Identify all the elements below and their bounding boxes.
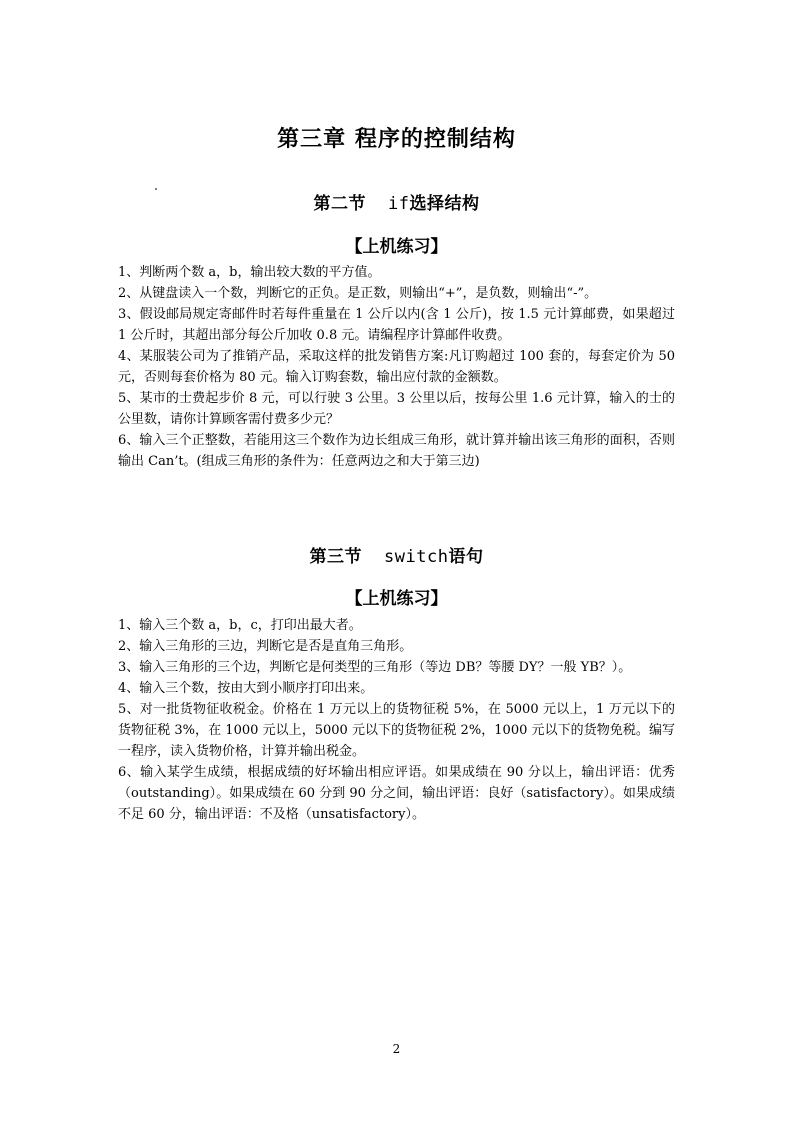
section-topic-label: 选择结构	[409, 194, 480, 214]
chapter-title: 第三章 程序的控制结构	[277, 127, 516, 152]
exercise-list-if	[118, 262, 675, 472]
exercise-item: 6、输入某学生成绩，根据成绩的好坏输出相应评语。如果成绩在 90 分以上，输出评语：优秀（outstanding）。如果成绩在 60 分到 90 分之间，输出评语：良好（satisfactory）。如果成绩不足 60 分，输出评语：不及格（unsatisfactory）。	[118, 765, 675, 822]
section-title-switch	[0, 542, 793, 567]
section-topic-keyword: switch	[384, 547, 449, 567]
exercise-item: 5、对一批货物征收税金。价格在 1 万元以上的货物征税 5%，在 5000 元以上，1 万元以下的货物征税 3%，在 1000 元以上，5000 元以下的货物征税 2%，1000 元以下的货物免税。编写一程序，读入货物价格，计算并输出税金。	[118, 702, 675, 759]
exercise-item: 2、输入三角形的三边，判断它是否是直角三角形。	[118, 639, 413, 654]
section-number: 第三节	[309, 547, 363, 567]
exercise-item: 2、从键盘读入一个数，判断它的正负。是正数，则输出“+”，是负数，则输出“-”。	[118, 286, 598, 301]
exercise-item: 3、假设邮局规定寄邮件时若每件重量在 1 公斤以内(含 1 公斤)，按 1.5 元计算邮费，如果超过 1 公斤时，其超出部分每公斤加收 0.8 元。请编程序计算邮件收费。	[118, 307, 675, 343]
exercise-item: 6、输入三个正整数，若能用这三个数作为边长组成三角形，就计算并输出该三角形的面积，否则输出 Can’t。(组成三角形的条件为：任意两边之和大于第三边)	[118, 433, 675, 469]
section-title-if	[0, 189, 793, 214]
exercise-item: 5、某市的士费起步价 8 元，可以行驶 3 公里。3 公里以后，按每公里 1.6 元计算，输入的士的公里数，请你计算顾客需付费多少元？	[118, 391, 675, 427]
practice-heading-switch: 【上机练习】	[345, 589, 448, 609]
page-number: 2	[392, 1042, 401, 1056]
exercise-item: 4、某服装公司为了推销产品，采取这样的批发销售方案:凡订购超过 100 套的，每套定价为 50 元，否则每套价格为 80 元。输入订购套数，输出应付款的金额数。	[118, 349, 675, 385]
section-topic-label: 语句	[448, 547, 484, 567]
section-number: 第二节	[313, 194, 366, 214]
exercise-item: 3、输入三角形的三个边，判断它是何类型的三角形（等边 DB？等腰 DY？一般 YB？）。	[118, 660, 632, 675]
section-topic-keyword: if	[388, 194, 410, 214]
exercise-item: 4、输入三个数，按由大到小顺序打印出来。	[118, 681, 374, 696]
practice-heading-if: 【上机练习】	[345, 237, 448, 257]
exercise-list-switch	[118, 615, 675, 825]
exercise-item: 1、判断两个数 a，b，输出较大数的平方值。	[118, 265, 381, 280]
exercise-item: 1、输入三个数 a，b，c，打印出最大者。	[118, 618, 362, 633]
